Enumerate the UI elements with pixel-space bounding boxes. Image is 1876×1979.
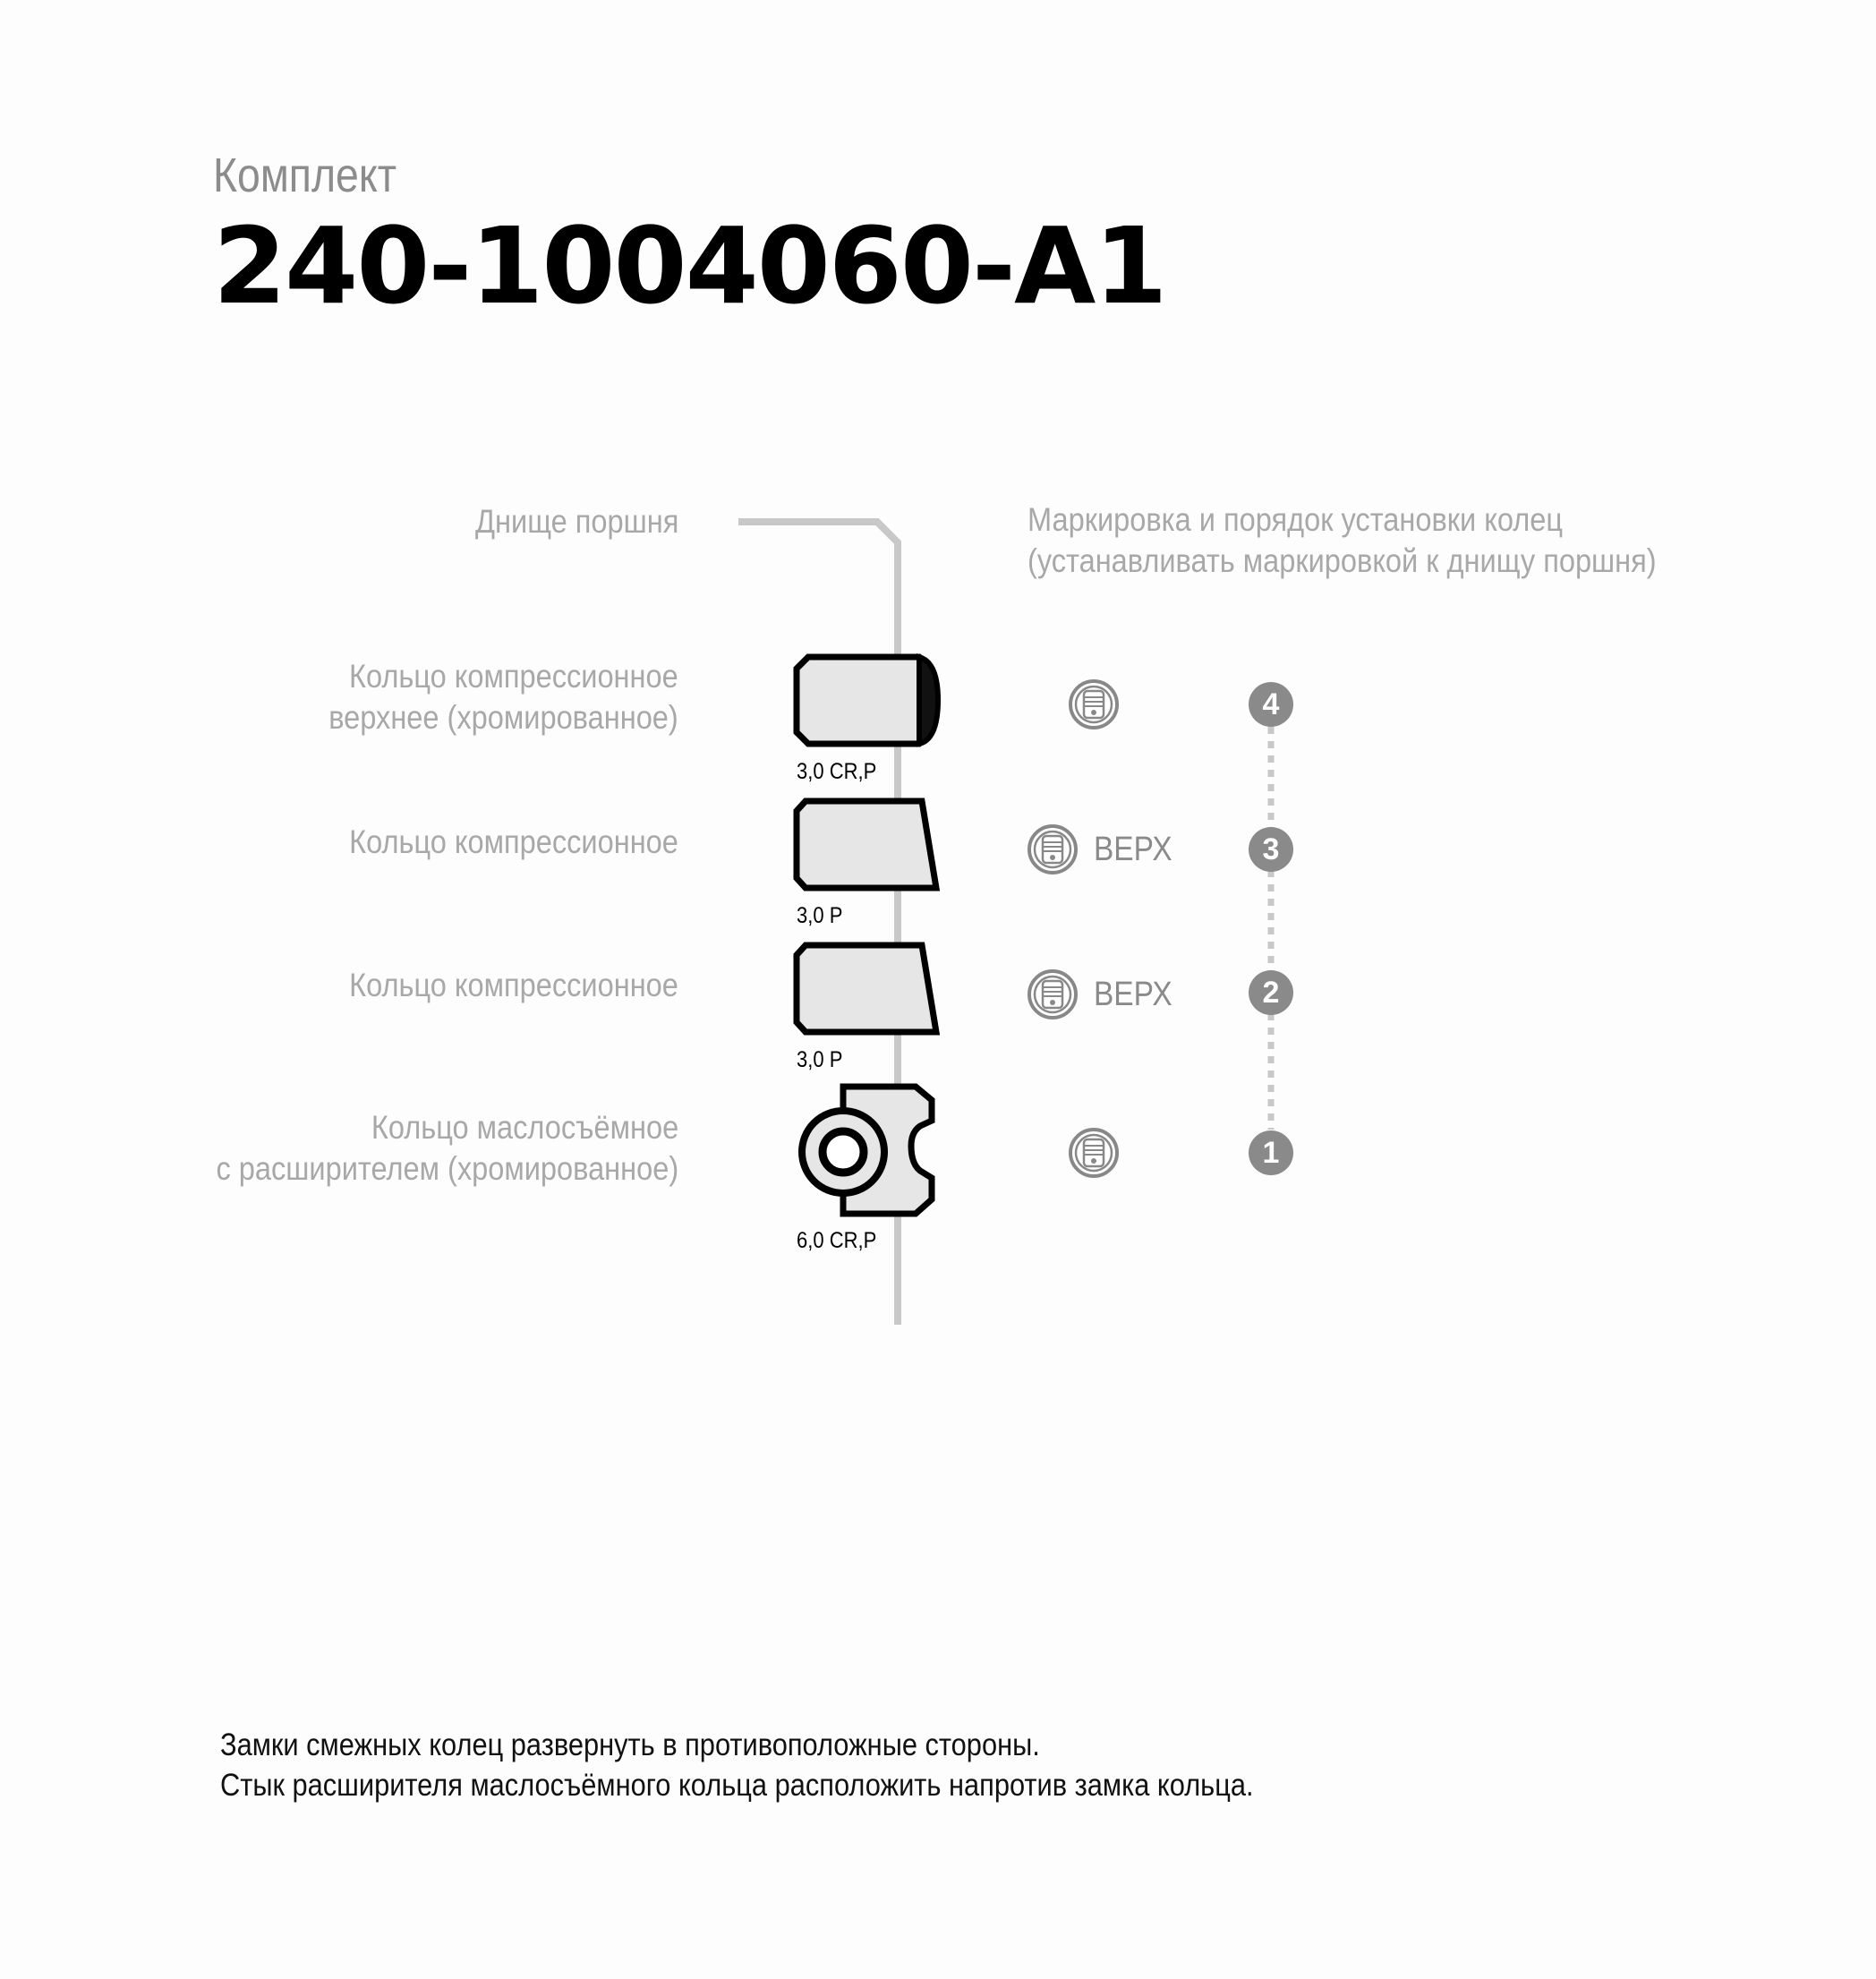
- kit-subtitle: Комплект: [213, 149, 397, 202]
- ring-shape-compression-2: [797, 801, 936, 888]
- ring-label-top-compression: Кольцо компрессионное верхнее (хромированное): [328, 658, 678, 736]
- ring-spec-compression-3: 3,0 P: [797, 1047, 843, 1072]
- ring-shape-compression-3: [797, 945, 936, 1032]
- piston-icon: [1070, 1130, 1117, 1176]
- order-badge-ring-2: 3: [1249, 827, 1293, 872]
- kit-code: 240-1004060-А1: [213, 204, 1166, 328]
- marking-verkh-ring-3: ВЕРХ: [1094, 976, 1172, 1013]
- marking-title: Маркировка и порядок установки колец (устанавливать маркировкой к днищу поршня): [1028, 501, 1657, 579]
- order-badge-ring-4: 1: [1249, 1130, 1293, 1175]
- piston-icon: [1070, 681, 1117, 728]
- ring-shape-top-compression: [797, 657, 938, 744]
- marking-verkh-ring-2: ВЕРХ: [1094, 831, 1172, 868]
- ring-label-compression-2: Кольцо компрессионное: [349, 823, 678, 860]
- ring-shape-oil-scraper: [802, 1087, 932, 1214]
- ring-spec-oil-scraper: 6,0 CR,P: [797, 1228, 877, 1253]
- piston-head-label: Днище поршня: [474, 503, 678, 540]
- installation-notes: Замки смежных колец развернуть в противоположные стороны. Стык расширителя маслосъёмного кольца расположить напротив замка кольца.: [220, 1727, 1254, 1803]
- ring-label-compression-3: Кольцо компрессионное: [349, 967, 678, 1003]
- piston-icon: [1029, 826, 1076, 873]
- order-badge-ring-3: 2: [1249, 970, 1293, 1015]
- order-badge-ring-1: 4: [1249, 682, 1293, 727]
- ring-spec-top-compression: 3,0 CR,P: [797, 759, 877, 784]
- piston-icon: [1029, 971, 1076, 1018]
- ring-spec-compression-2: 3,0 P: [797, 903, 843, 928]
- ring-label-oil-scraper: Кольцо маслосъёмное с расширителем (хромированное): [216, 1109, 678, 1187]
